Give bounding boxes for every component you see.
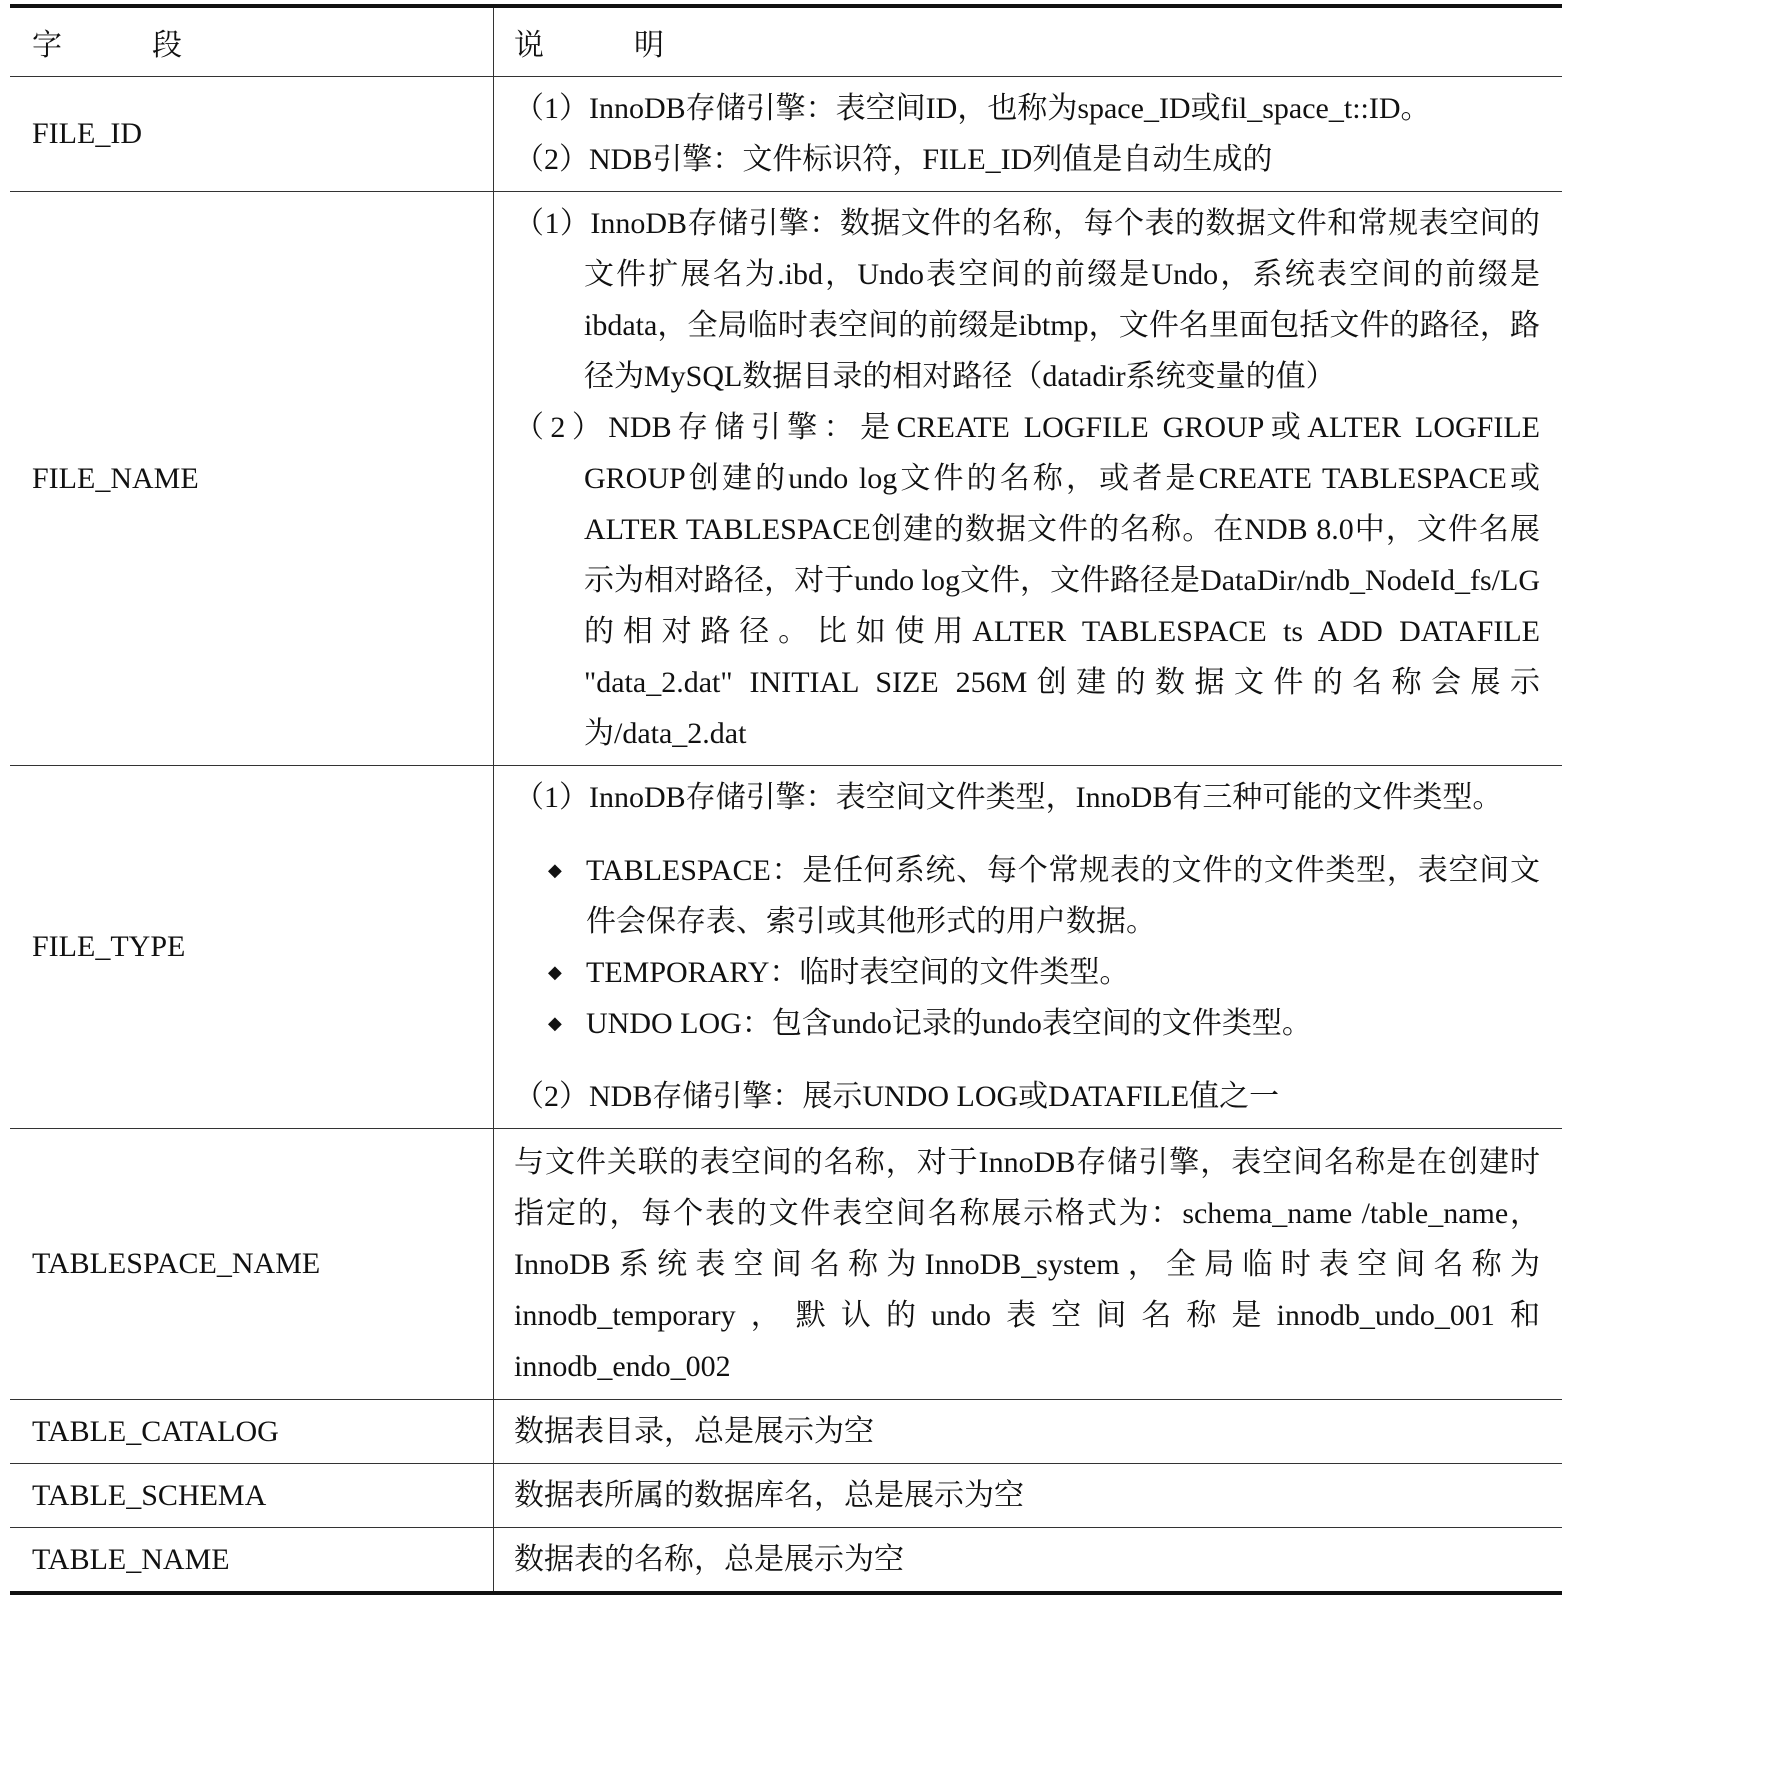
table-row	[10, 1400, 1562, 1464]
field-name: FILE_ID	[10, 77, 494, 192]
description-line: （2）NDB存储引擎：是CREATE LOGFILE GROUP或ALTER LOGFILE GROUP创建的undo log文件的名称，或者是CREATE TABLESPACE或ALTER TABLESPACE创建的数据文件的名称。在NDB 8.0中，文件名展示为相对路径，对于undo log文件，文件路径是DataDir/ndb_NodeId_fs/LG的相对路径。比如使用ALTER TABLESPACE ts ADD DATAFILE "data_2.dat" INITIAL SIZE 256M创建的数据文件的名称会展示为/data_2.dat	[514, 411, 1540, 750]
description-line: 数据表所属的数据库名，总是展示为空	[514, 1479, 1024, 1512]
table-row	[10, 77, 1562, 192]
bullet-item: ◆ UNDO LOG：包含undo记录的undo表空间的文件类型。	[514, 998, 1540, 1049]
description-line: 数据表的名称，总是展示为空	[514, 1543, 904, 1576]
field-description-table	[10, 4, 1562, 1595]
description-line: （2）NDB存储引擎：展示UNDO LOG或DATAFILE值之一	[514, 1080, 1280, 1113]
header-description: 说 明	[514, 29, 694, 62]
table-row	[10, 1129, 1562, 1400]
table-row	[10, 192, 1562, 766]
description-line: 与文件关联的表空间的名称，对于InnoDB存储引擎，表空间名称是在创建时指定的，每个表的文件表空间名称展示格式为：schema_name /table_name，InnoDB系统表空间名称为InnoDB_system，全局临时表空间名称为innodb_temporary，默认的undo表空间名称是innodb_undo_001和innodb_endo_002	[514, 1145, 1540, 1383]
table-row	[10, 1528, 1562, 1594]
description-line: 数据表目录，总是展示为空	[514, 1415, 874, 1448]
table-row	[10, 766, 1562, 1129]
diamond-bullet-icon: ◆	[548, 962, 562, 982]
bullet-item: ◆ TABLESPACE：是任何系统、每个常规表的文件的文件类型，表空间文件会保存表、索引或其他形式的用户数据。	[514, 845, 1540, 947]
diamond-bullet-icon: ◆	[548, 860, 562, 880]
field-name: FILE_NAME	[10, 192, 494, 766]
description-line: （1）InnoDB存储引擎：表空间文件类型，InnoDB有三种可能的文件类型。	[514, 781, 1503, 814]
bullet-item: ◆ TEMPORARY：临时表空间的文件类型。	[514, 947, 1540, 998]
diamond-bullet-icon: ◆	[548, 1013, 562, 1033]
field-name: TABLESPACE_NAME	[10, 1129, 494, 1400]
description-line: （1）InnoDB存储引擎：表空间ID，也称为space_ID或fil_space_t::ID。	[514, 92, 1431, 125]
field-name: FILE_TYPE	[10, 766, 494, 1129]
field-name: TABLE_NAME	[10, 1528, 494, 1594]
description-line: （1）InnoDB存储引擎：数据文件的名称，每个表的数据文件和常规表空间的文件扩展名为.ibd，Undo表空间的前缀是Undo，系统表空间的前缀是ibdata，全局临时表空间的前缀是ibtmp，文件名里面包括文件的路径，路径为MySQL数据目录的相对路径（datadir系统变量的值）	[514, 207, 1540, 393]
table-row	[10, 1464, 1562, 1528]
table-header	[10, 6, 1562, 77]
field-name: TABLE_CATALOG	[10, 1400, 494, 1464]
field-name: TABLE_SCHEMA	[10, 1464, 494, 1528]
header-field: 字 段	[32, 29, 212, 62]
description-line: （2）NDB引擎：文件标识符，FILE_ID列值是自动生成的	[514, 143, 1273, 176]
